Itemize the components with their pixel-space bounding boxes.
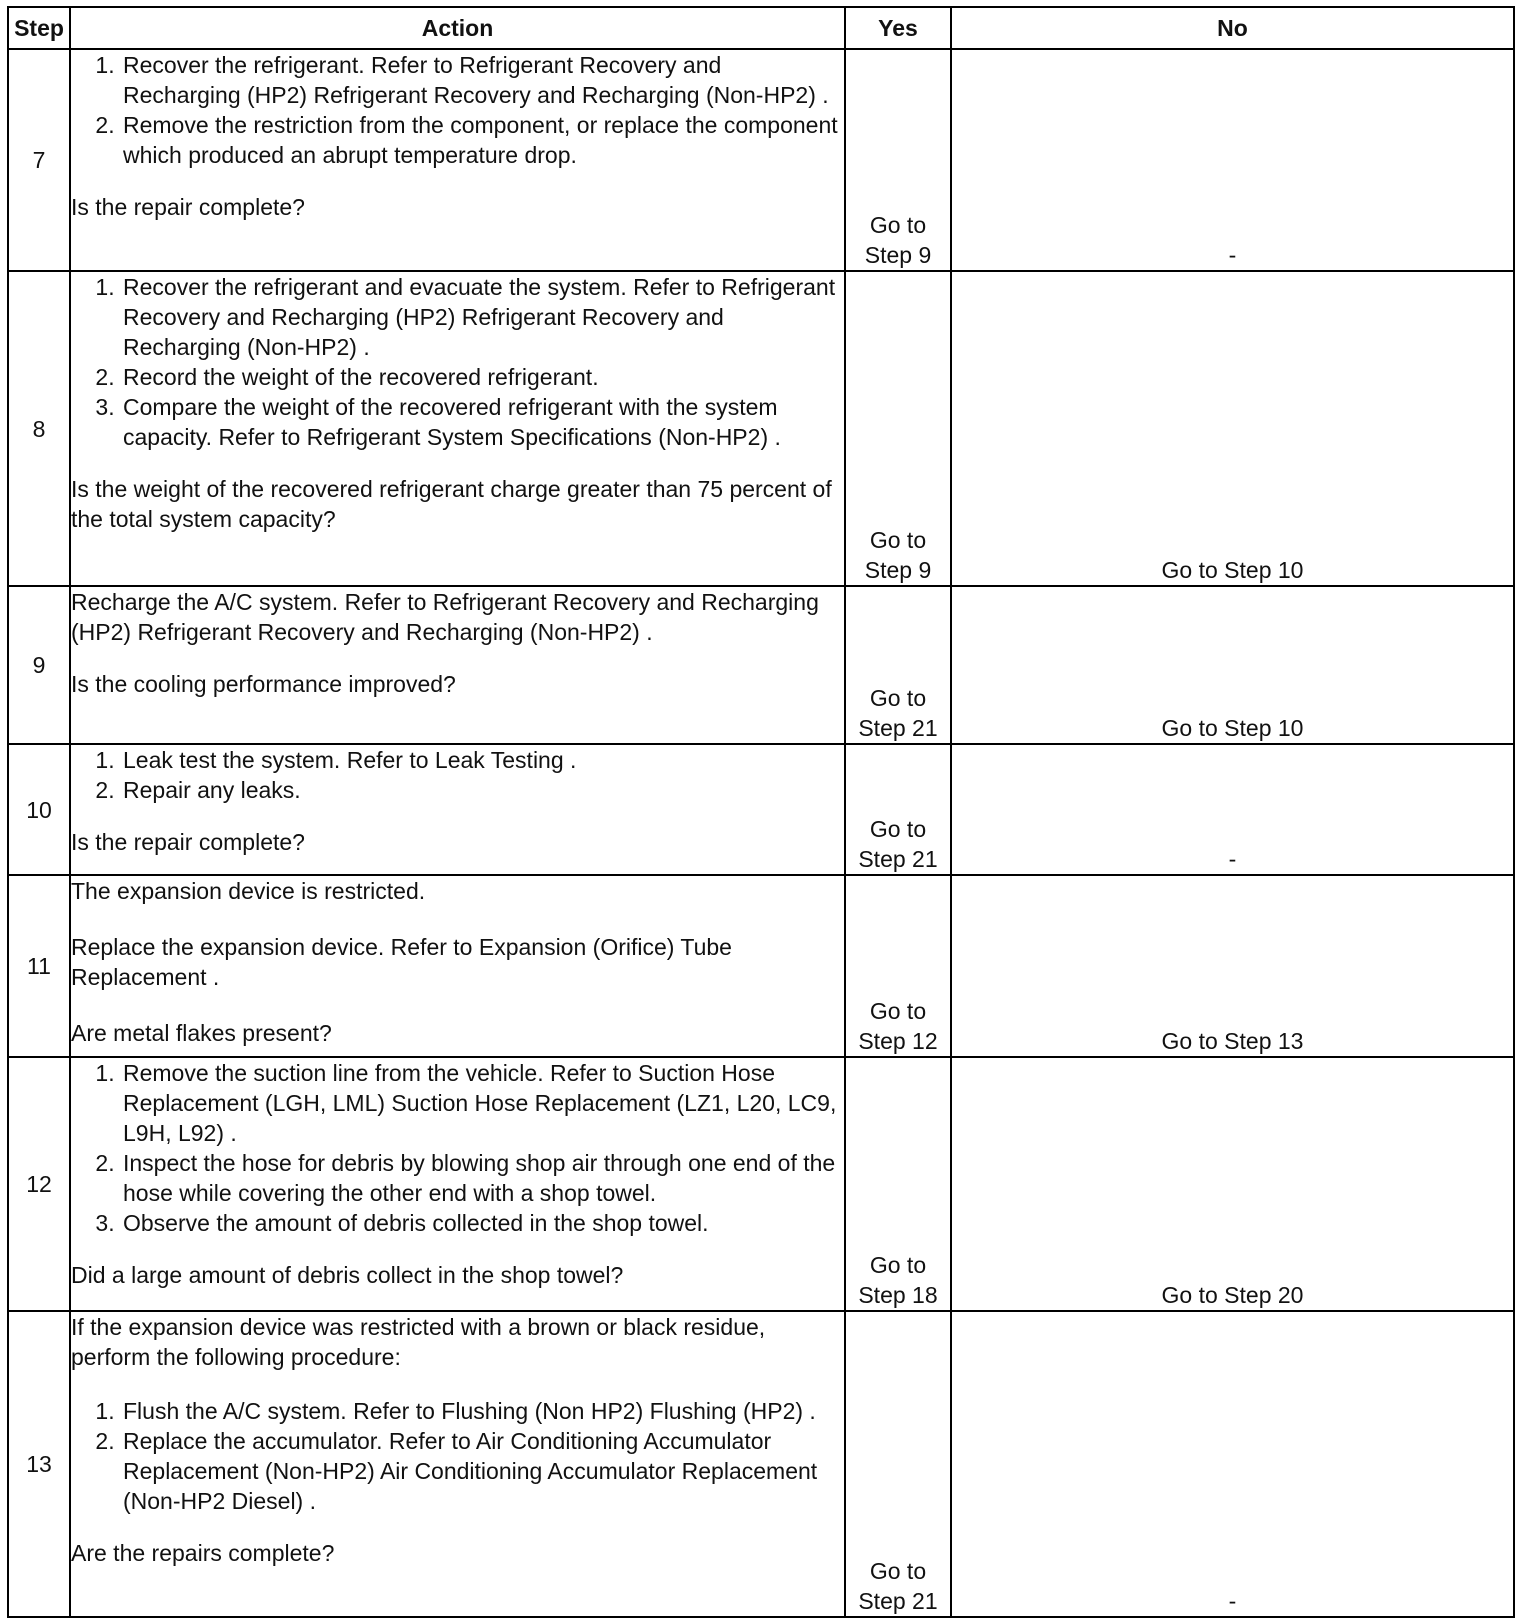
action-text: Recharge the A/C system. Refer to Refrigerant Recovery and Recharging (HP2) Refrigerant Recovery and Recharging (Non-HP2) .: [71, 589, 819, 645]
header-action: Action: [70, 7, 845, 49]
yes-cell: [845, 1311, 951, 1617]
action-list: [71, 1058, 844, 1238]
action-cell: [70, 271, 845, 586]
action-text: If the expansion device was restricted with a brown or black residue, perform the following procedure:: [71, 1314, 766, 1370]
yes-goto-label: Go to: [869, 212, 927, 238]
step-number: 7: [8, 49, 70, 271]
yes-goto-step: Step 18: [858, 1282, 938, 1308]
step-number: 11: [8, 875, 70, 1057]
action-item: 3. Observe the amount of debris collected in the shop towel.: [121, 1208, 844, 1238]
action-cell: [70, 586, 845, 744]
no-cell: -: [951, 49, 1514, 271]
yes-cell: [845, 875, 951, 1057]
no-cell: Go to Step 20: [951, 1057, 1514, 1311]
table-row: [8, 744, 1514, 875]
no-cell: -: [951, 1311, 1514, 1617]
table-row: [8, 1311, 1514, 1617]
action-text: The expansion device is restricted.: [71, 878, 426, 904]
action-question: Is the cooling performance improved?: [71, 671, 456, 697]
action-cell: [70, 49, 845, 271]
action-item: 2. Replace the accumulator. Refer to Air Conditioning Accumulator Replacement (Non-HP2) Air Conditioning Accumulator Replacement (Non-HP2 Diesel) .: [121, 1426, 844, 1516]
action-item: 1. Flush the A/C system. Refer to Flushing (Non HP2) Flushing (HP2) .: [121, 1396, 844, 1426]
action-question: Are the repairs complete?: [71, 1540, 335, 1566]
yes-goto-label: Go to: [869, 1558, 927, 1584]
action-item: 2. Repair any leaks.: [121, 775, 844, 805]
step-number: 8: [8, 271, 70, 586]
action-question: Is the weight of the recovered refrigerant charge greater than 75 percent of the total system capacity?: [71, 476, 832, 532]
action-item: 1. Leak test the system. Refer to Leak Testing .: [121, 745, 844, 775]
action-cell: [70, 1311, 845, 1617]
action-item: 2. Inspect the hose for debris by blowing shop air through one end of the hose while covering the other end with a shop towel.: [121, 1148, 844, 1208]
action-question: Is the repair complete?: [71, 194, 305, 220]
no-cell: Go to Step 10: [951, 586, 1514, 744]
step-number: 13: [8, 1311, 70, 1617]
yes-goto-label: Go to: [869, 527, 927, 553]
action-item: 2. Record the weight of the recovered refrigerant.: [121, 362, 844, 392]
action-item: 3. Compare the weight of the recovered refrigerant with the system capacity. Refer to Refrigerant System Specifications (Non-HP2) .: [121, 392, 844, 452]
step-number: 9: [8, 586, 70, 744]
yes-goto-label: Go to: [869, 816, 927, 842]
yes-goto-step: Step 21: [858, 715, 938, 741]
table-row: [8, 586, 1514, 744]
yes-cell: [845, 271, 951, 586]
header-yes: Yes: [845, 7, 951, 49]
action-item: 1. Recover the refrigerant and evacuate the system. Refer to Refrigerant Recovery and Recharging (HP2) Refrigerant Recovery and Recharging (Non-HP2) .: [121, 272, 844, 362]
step-number: 10: [8, 744, 70, 875]
header-no: No: [951, 7, 1514, 49]
no-cell: Go to Step 10: [951, 271, 1514, 586]
yes-goto-step: Step 9: [864, 557, 932, 583]
action-question: Are metal flakes present?: [71, 1020, 332, 1046]
action-list: [71, 1396, 844, 1516]
no-cell: -: [951, 744, 1514, 875]
yes-goto-label: Go to: [869, 1252, 927, 1278]
table-row: [8, 49, 1514, 271]
yes-goto-step: Step 21: [858, 1588, 938, 1614]
diagnostic-table: [7, 6, 1515, 1618]
header-row: [8, 7, 1514, 49]
header-step: Step: [8, 7, 70, 49]
action-list: [71, 50, 844, 170]
yes-goto-step: Step 12: [858, 1028, 938, 1054]
action-item: 1. Recover the refrigerant. Refer to Refrigerant Recovery and Recharging (HP2) Refrigerant Recovery and Recharging (Non-HP2) .: [121, 50, 844, 110]
action-cell: [70, 1057, 845, 1311]
yes-goto-step: Step 9: [864, 242, 932, 268]
table-row: [8, 1057, 1514, 1311]
yes-cell: [845, 586, 951, 744]
yes-cell: [845, 49, 951, 271]
no-cell: Go to Step 13: [951, 875, 1514, 1057]
action-item: 2. Remove the restriction from the component, or replace the component which produced an abrupt temperature drop.: [121, 110, 844, 170]
action-question: Did a large amount of debris collect in the shop towel?: [71, 1262, 624, 1288]
action-list: [71, 745, 844, 805]
action-item: 1. Remove the suction line from the vehicle. Refer to Suction Hose Replacement (LGH, LML) Suction Hose Replacement (LZ1, L20, LC9, L9H, L92) .: [121, 1058, 844, 1148]
yes-goto-label: Go to: [869, 685, 927, 711]
action-list: [71, 272, 844, 452]
step-number: 12: [8, 1057, 70, 1311]
action-cell: [70, 744, 845, 875]
yes-cell: [845, 1057, 951, 1311]
table-row: [8, 271, 1514, 586]
action-cell: [70, 875, 845, 1057]
action-text-secondary: Replace the expansion device. Refer to Expansion (Orifice) Tube Replacement .: [71, 934, 732, 990]
yes-cell: [845, 744, 951, 875]
table-row: [8, 875, 1514, 1057]
yes-goto-label: Go to: [869, 998, 927, 1024]
action-question: Is the repair complete?: [71, 829, 305, 855]
yes-goto-step: Step 21: [858, 846, 938, 872]
